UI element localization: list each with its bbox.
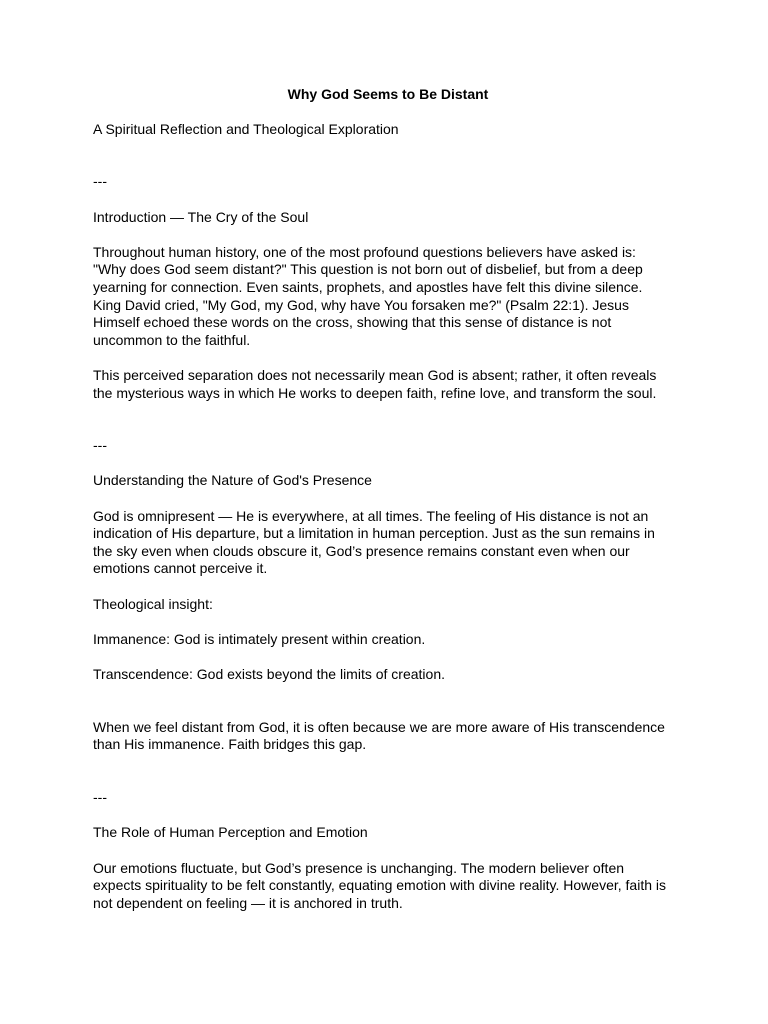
paragraph-line: emotions cannot perceive it. [93,560,268,577]
paragraph [93,719,683,754]
section-separator: --- [93,173,107,190]
spacer [93,772,683,790]
document-title: Why God Seems to Be Distant [287,86,489,102]
paragraph-line: the mysterious ways in which He works to deepen faith, refine love, and transform the soul. [93,384,657,401]
paragraph-line: yearning for connection. Even saints, prophets, and apostles have felt this divine silence. [93,278,643,295]
section-separator: --- [93,437,107,454]
transcendence-definition: Transcendence: God exists beyond the limits of creation. [93,666,445,682]
paragraph-line: indication of His departure, but a limitation in human perception. Just as the sun remains in [93,525,655,542]
paragraph-line: King David cried, "My God, my God, why have You forsaken me?" (Psalm 22:1). Jesus [93,296,629,313]
paragraph [93,244,683,350]
paragraph-line: This perceived separation does not necessarily mean God is absent; rather, it often reveals [93,366,657,383]
spacer [93,701,683,719]
document-page [93,86,683,930]
paragraph-line: than His immanence. Faith bridges this gap. [93,736,367,753]
paragraph-line: expects spirituality to be felt constantly, equating emotion with divine reality. However, faith is [93,877,666,894]
paragraph-line: uncommon to the faithful. [93,331,251,348]
paragraph [93,367,683,402]
paragraph-line: Our emotions fluctuate, but God’s presence is unchanging. The modern believer often [93,859,625,876]
paragraph-line: Throughout human history, one of the most profound questions believers have asked is: [93,243,636,260]
insight-label: Theological insight: [93,595,213,612]
section-heading-introduction: Introduction — The Cry of the Soul [93,208,309,225]
section-separator: --- [93,789,107,806]
spacer [93,420,683,438]
paragraph-line: the sky even when clouds obscure it, God’s presence remains constant even when our [93,542,630,559]
section-heading-perception: The Role of Human Perception and Emotion [93,824,368,841]
paragraph [93,860,683,913]
paragraph-line: Himself echoed these words on the cross, showing that this sense of distance is not [93,314,612,331]
paragraph-line: God is omnipresent — He is everywhere, at all times. The feeling of His distance is not an [93,507,649,524]
section-heading-presence: Understanding the Nature of God's Presence [93,472,372,489]
paragraph-line: When we feel distant from God, it is often because we are more aware of His transcendence [93,718,665,735]
immanence-definition: Immanence: God is intimately present within creation. [93,630,426,647]
paragraph [93,508,683,578]
paragraph-line: "Why does God seem distant?" This question is not born out of disbelief, but from a deep [93,261,643,278]
document-subtitle: A Spiritual Reflection and Theological Exploration [93,120,399,137]
paragraph-line: not dependent on feeling — it is anchored in truth. [93,894,403,911]
spacer [93,156,683,174]
